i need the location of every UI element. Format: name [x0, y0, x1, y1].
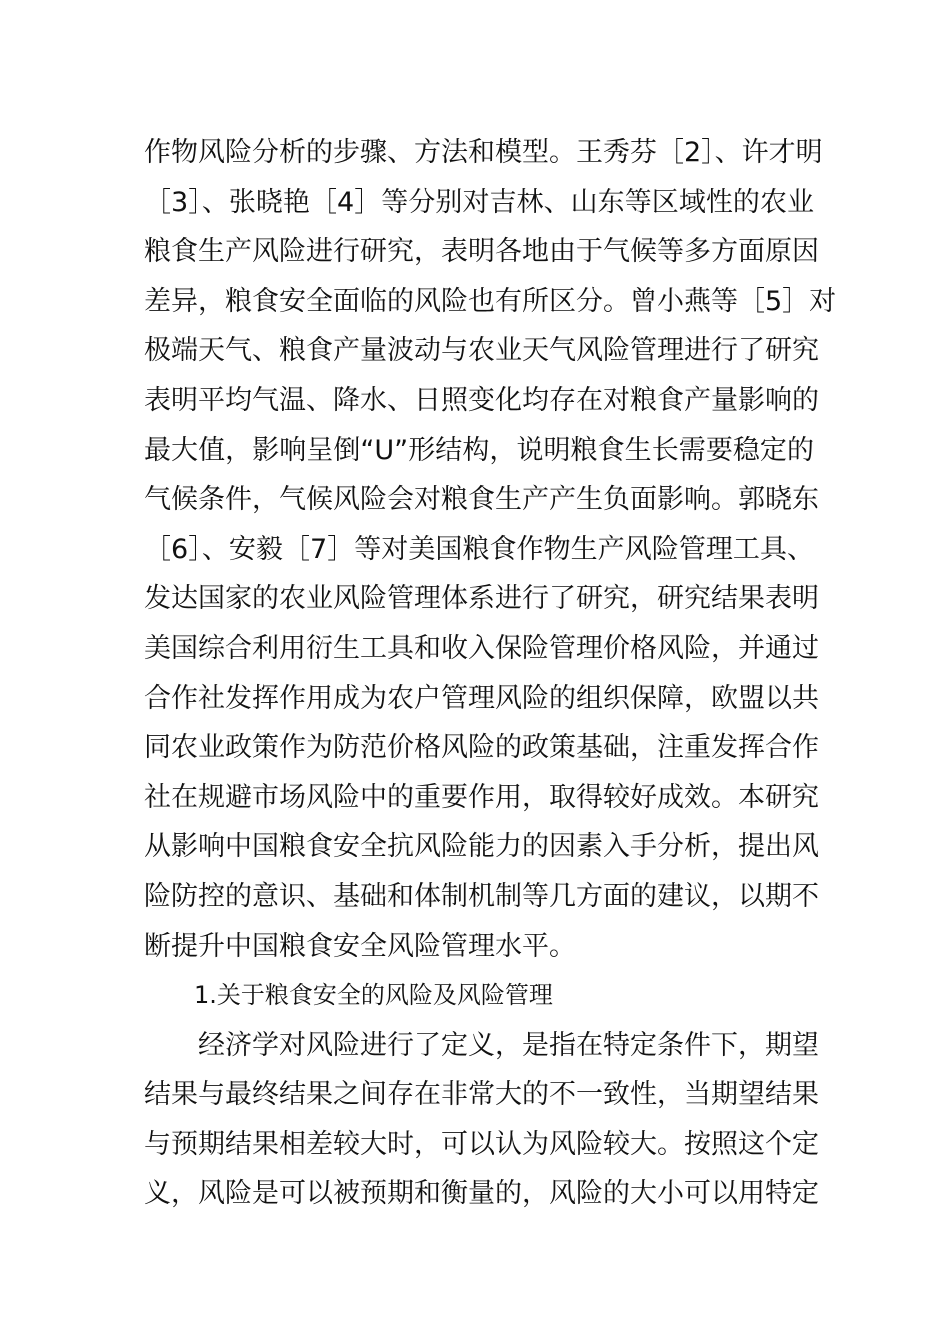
text-line: 经济学对风险进行了定义，是指在特定条件下，期望 — [198, 1029, 819, 1061]
text-line: 义，风险是可以被预期和衡量的，风险的大小可以用特定 — [144, 1178, 819, 1210]
text-line: 粮食生产风险进行研究，表明各地由于气候等多方面原因 — [144, 236, 819, 268]
text-line: 发达国家的农业风险管理体系进行了研究，研究结果表明 — [144, 583, 819, 615]
text-line: 险防控的意识、基础和体制机制等几方面的建议，以期不 — [144, 880, 819, 912]
text-line: 从影响中国粮食安全抗风险能力的因素入手分析，提出风 — [144, 831, 819, 863]
text-line: 极端天气、粮食产量波动与农业天气风险管理进行了研究 — [144, 335, 819, 367]
text-line: 美国综合利用衍生工具和收入保险管理价格风险，并通过 — [144, 632, 819, 664]
text-line: 结果与最终结果之间存在非常大的不一致性，当期望结果 — [144, 1079, 819, 1111]
text-line: 合作社发挥作用成为农户管理风险的组织保障，欧盟以共 — [144, 682, 819, 714]
body-text — [144, 128, 837, 1219]
text-line: 表明平均气温、降水、日照变化均存在对粮食产量影响的 — [144, 384, 819, 416]
text-line: 同农业政策作为防范价格风险的政策基础，注重发挥合作 — [144, 732, 819, 764]
text-line: 与预期结果相差较大时，可以认为风险较大。按照这个定 — [144, 1128, 819, 1160]
text-line: 气候条件，气候风险会对粮食生产产生负面影响。郭晓东 — [144, 484, 819, 516]
section-heading: 1.关于粮食安全的风险及风险管理 — [194, 981, 553, 1010]
text-line: ［3］、张晓艳［4］等分别对吉林、山东等区域性的农业 — [144, 186, 814, 218]
text-line: 社在规避市场风险中的重要作用，取得较好成效。本研究 — [144, 781, 819, 813]
text-line: 断提升中国粮食安全风险管理水平。 — [144, 930, 576, 962]
paragraph-1 — [144, 128, 837, 971]
text-line: 作物风险分析的步骤、方法和模型。王秀芬［2］、许才明 — [144, 137, 823, 168]
text-line: 最大值，影响呈倒“U”形结构，说明粮食生长需要稳定的 — [144, 434, 814, 466]
paragraph-2 — [144, 1021, 819, 1219]
text-line: ［6］、安毅［7］等对美国粮食作物生产风险管理工具、 — [144, 533, 814, 565]
text-line: 差异，粮食安全面临的风险也有所区分。曾小燕等［5］对 — [144, 285, 837, 317]
